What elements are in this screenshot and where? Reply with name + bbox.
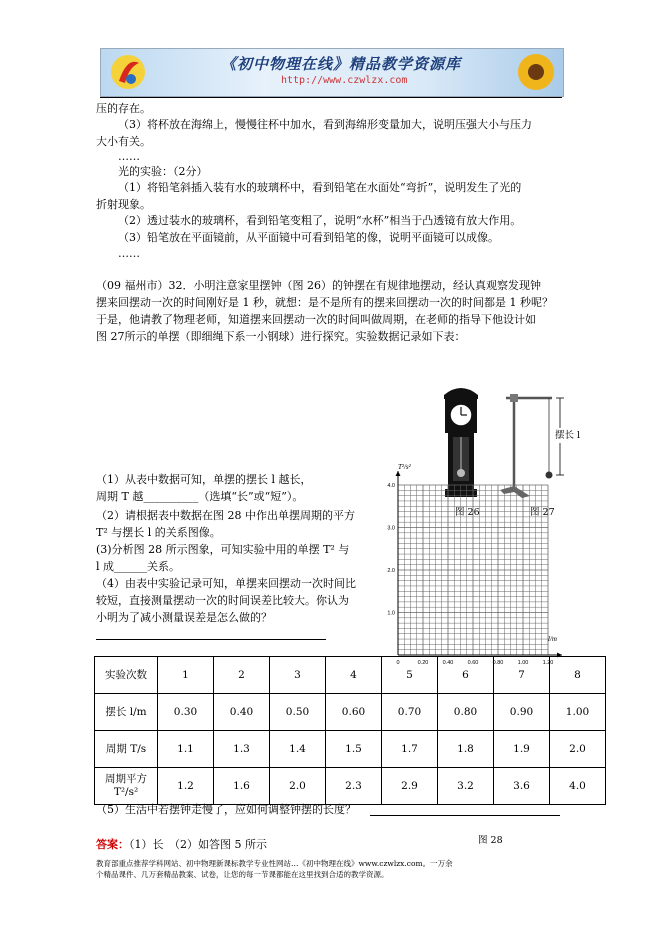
problem-text: 图 27所示的单摆（即细绳下系一小钢球）进行探究。实验数据记录如下表： [96,330,466,343]
text-line: 折射现象。 [96,198,151,211]
table-cell: 1.6 [214,768,270,805]
text-line: （1）将铅笔斜插入装有水的玻璃杯中，看到铅笔在水面处“弯折”，说明发生了光的 [118,181,522,194]
table-cell: 0.60 [326,694,382,731]
x-tick-label: 0.80 [492,660,504,665]
table-cell: 1.00 [550,694,606,731]
table-cell: 1.9 [494,731,550,768]
problem-text: 于是，他请教了物理老师，知道摆来回摆动一次的时间叫做周期，在老师的指导下他设计如 [96,313,536,326]
text-line: 压的存在。 [96,102,151,115]
question-1a: （1）从表中数据可知，单摆的摆长 l 越长， [96,473,312,486]
header-divider [100,97,562,98]
problem-text: 摆来回摆动一次的时间刚好是 1 秒，就想：是不是所有的摆来回摆动一次的时间都是 1 秒呢？ [96,296,553,309]
x-axis-label: l/m [548,635,557,643]
y-axis-arrow-icon [396,471,401,476]
table-row [95,694,606,731]
text-line: （2）透过装水的玻璃杯，看到铅笔变粗了，说明“水杯”相当于凸透镜有放大作用。 [118,214,522,227]
answer-line [96,639,326,640]
y-tick-label: 1.0 [387,610,395,617]
table-cell: 0.40 [214,694,270,731]
question-2b: T² 与摆长 l 的关系图像。 [96,526,221,539]
table-cell: 3 [270,657,326,694]
table-cell: 7 [494,657,550,694]
table-header-cell: 实验次数 [95,657,158,694]
text-line: …… [118,150,140,163]
y-tick-label: 3.0 [387,525,395,532]
pendulum-length-label: 摆长 l [555,430,581,441]
question-2a: （2）请根据表中数据在图 28 中作出单摆周期的平方 [96,509,355,522]
table-cell: 2.0 [550,731,606,768]
text-line: （3）将杯放在海绵上，慢慢往杯中加水，看到海绵形变量加大，说明压强大小与压力 [118,118,532,131]
table-row [95,731,606,768]
table-cell: 5 [382,657,438,694]
figure-26-caption: 图 26 [455,507,480,518]
answer [96,836,267,852]
table-cell: 0.70 [382,694,438,731]
x-tick-label: 0.60 [467,660,479,665]
question-4c: 小明为了减小测量误差是怎么做的？ [96,611,272,624]
table-cell: 0.50 [270,694,326,731]
table-cell: 1.2 [158,768,214,805]
footer-text [96,858,453,880]
problem-text: （09 福州市）32．小明注意家里摆钟（图 26）的钟摆在有规律地摆动，经认真观察发现钟 [96,279,541,292]
table-cell: 0.80 [438,694,494,731]
y-axis-label: T²/s² [398,463,411,471]
table-cell: 1.8 [438,731,494,768]
text-line: …… [118,247,140,260]
table-cell: 1.1 [158,731,214,768]
table-cell: 4 [326,657,382,694]
table-cell: 0.30 [158,694,214,731]
question-4a: （4）由表中实验记录可知，单摆来回摆动一次时间比 [96,577,356,590]
question-5: （5）生活中若摆钟走慢了，应如何调整钟摆的长度？ [96,803,356,816]
table-cell: 1.5 [326,731,382,768]
y-tick-label: 2.0 [387,568,395,574]
data-table [94,656,606,805]
question-3a: (3)分析图 28 所示图象，可知实验中用的单摆 T² 与 [96,543,350,556]
t2-vs-l-grid-chart [378,455,563,665]
answer-line [370,815,560,816]
table-header-cell: 摆长 l/m [95,694,158,731]
header-banner [100,48,564,97]
table-row [95,657,606,694]
table-cell: 1.3 [214,731,270,768]
question-4b: 较短，直接测量摆动一次的时间误差比较大。你认为 [96,594,349,607]
banner-title: 《初中物理在线》精品教学资源库 [221,55,462,73]
table-cell: 1.7 [382,731,438,768]
x-tick-label: 1.20 [542,660,554,665]
text-line: （3）铅笔放在平面镜前，从平面镜中可看到铅笔的像，说明平面镜可以成像。 [118,231,499,244]
x-tick-label: 1.00 [517,660,529,665]
banner-url[interactable]: http://www.czwlzx.com [281,75,408,86]
table-row [95,768,606,805]
question-1b: 周期 T 越__________（选填“长”或“短”）。 [96,490,304,503]
table-header-cell: 周期平方 T²/s² [95,768,158,805]
footer-line: 个精品课件、几万套精品教案、试卷，让您的每一节课都能在这里找到合适的教学资源。 [96,870,389,879]
table-cell: 1.4 [270,731,326,768]
answer-text: （1）长 （2）如答图 5 所示 [129,838,267,851]
table-cell: 2 [214,657,270,694]
site-logo-icon [109,53,147,91]
table-cell: 1 [158,657,214,694]
answer-label: 答案： [96,838,129,851]
table-cell: 4.0 [550,768,606,805]
table-cell: 2.0 [270,768,326,805]
y-tick-label: 4.0 [387,483,395,489]
text-line: 光的实验：（2分） [118,165,208,178]
figure-27-caption: 图 27 [530,507,555,518]
x-tick-label: 0.40 [442,660,454,665]
table-cell: 3.2 [438,768,494,805]
question-3b: l 成______关系。 [96,560,181,573]
table-cell: 0.90 [494,694,550,731]
x-tick-label: 0.20 [417,660,429,665]
table-cell: 8 [550,657,606,694]
table-header-cell: 周期 T/s [95,731,158,768]
table-cell: 2.9 [382,768,438,805]
figure-28-caption: 图 28 [478,835,503,846]
x-tick-label: 0 [396,660,400,665]
footer-line: 教育部重点推荐学科网站、初中物理新课标教学专业性网站…《初中物理在线》www.czwlzx.com。一万余 [96,859,453,868]
table-cell: 2.3 [326,768,382,805]
sunflower-icon [515,51,557,93]
table-cell: 3.6 [494,768,550,805]
table-cell: 6 [438,657,494,694]
text-line: 大小有关。 [96,135,151,148]
